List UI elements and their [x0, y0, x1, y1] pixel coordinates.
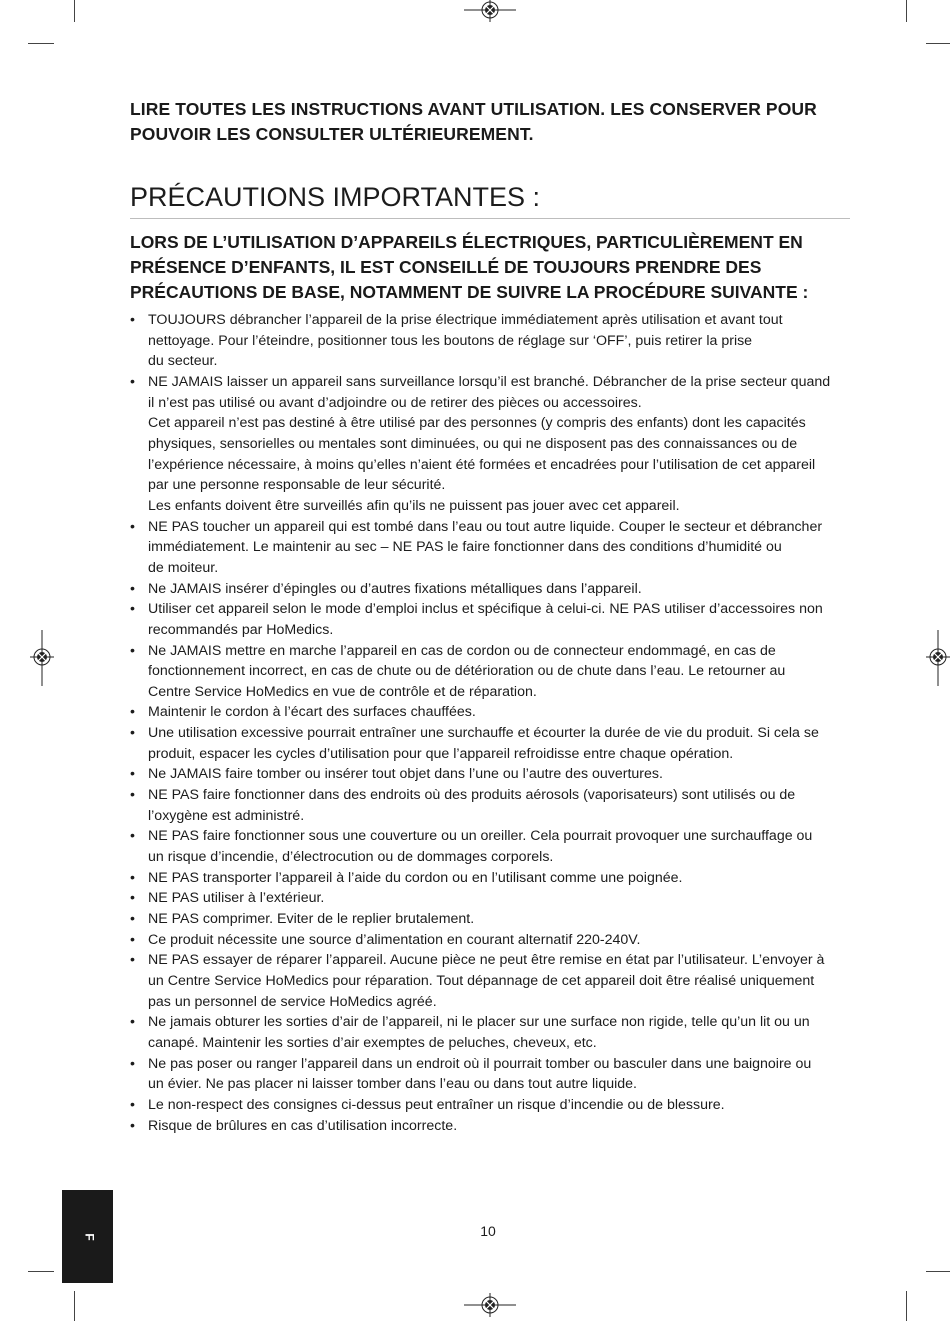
- list-item: [130, 785, 852, 826]
- bullet-icon: •: [130, 931, 135, 948]
- crop-mark: [906, 1291, 907, 1321]
- bullet-icon: •: [130, 1014, 135, 1031]
- list-item-text: recommandés par HoMedics.: [148, 621, 334, 638]
- list-item-text: NE PAS faire fonctionner dans des endroits où des produits aérosols (vaporisateurs) sont utilisés ou de: [148, 787, 796, 804]
- list-item: [130, 723, 852, 764]
- list-item-text: physiques, sensorielles ou mentales sont diminuées, ou qui ne disposent pas des connaissances ou de: [148, 435, 798, 452]
- bullet-icon: •: [130, 642, 135, 659]
- list-item-text: pas un personnel de service HoMedics agréé.: [148, 993, 437, 1010]
- list-item-text: Le non-respect des consignes ci-dessus peut entraîner un risque d’incendie ou de blessure.: [148, 1096, 725, 1113]
- list-item: [130, 579, 852, 600]
- page-number: 10: [480, 1223, 496, 1239]
- page-title: PRÉCAUTIONS IMPORTANTES :: [130, 178, 850, 219]
- list-item-text: Cet appareil n’est pas destiné à être utilisé par des personnes (y compris des enfants) dont les capacités: [148, 415, 806, 432]
- list-item: [130, 888, 852, 909]
- bullet-icon: •: [130, 518, 135, 535]
- list-item: [130, 950, 852, 1012]
- list-item-text: Risque de brûlures en cas d’utilisation incorrecte.: [148, 1117, 458, 1134]
- list-item: [130, 599, 852, 640]
- list-item-text: un évier. Ne pas placer ni laisser tomber dans l’eau ou dans tout autre liquide.: [148, 1076, 637, 1093]
- bullet-icon: •: [130, 787, 135, 804]
- list-item-text: NE PAS transporter l’appareil à l’aide du cordon ou en l’utilisant comme une poignée.: [148, 869, 683, 886]
- list-item-text: immédiatement. Le maintenir au sec – NE PAS le faire fonctionner dans des conditions d’humidité ou: [148, 539, 782, 556]
- list-item-text: du secteur.: [148, 353, 218, 370]
- crop-mark: [74, 1291, 75, 1321]
- list-item-text: NE PAS essayer de réparer l’appareil. Aucune pièce ne peut être remise en état par l’utilisateur. L’envoyer à: [148, 952, 825, 969]
- crop-mark: [906, 0, 907, 22]
- list-item: [130, 310, 852, 372]
- list-item-text: Les enfants doivent être surveillés afin qu’ils ne puissent pas jouer avec cet appareil.: [148, 497, 680, 514]
- bullet-icon: •: [130, 1117, 135, 1134]
- registration-mark-icon: [30, 630, 54, 686]
- list-item-text: Ne JAMAIS faire tomber ou insérer tout objet dans l’une ou l’autre des ouvertures.: [148, 766, 663, 783]
- list-item-text: fonctionnement incorrect, en cas de chute ou de détérioration ou de chute dans l’eau. Le retourner au: [148, 663, 786, 680]
- list-item-text: canapé. Maintenir les sorties d’air exemptes de peluches, cheveux, etc.: [148, 1034, 597, 1051]
- bullet-icon: •: [130, 373, 135, 390]
- list-item-text: NE PAS toucher un appareil qui est tombé dans l’eau ou tout autre liquide. Couper le secteur et débrancher: [148, 518, 823, 535]
- list-item: [130, 641, 852, 703]
- list-item: [130, 517, 852, 579]
- subheading-line: PRÉCAUTIONS DE BASE, NOTAMMENT DE SUIVRE LA PROCÉDURE SUIVANTE :: [130, 282, 809, 302]
- list-item: [130, 372, 852, 517]
- intro-line: POUVOIR LES CONSULTER ULTÉRIEUREMENT.: [130, 124, 534, 144]
- language-tab: [62, 1190, 113, 1283]
- bullet-icon: •: [130, 312, 135, 328]
- list-item-text: Une utilisation excessive pourrait entraîner une surchauffe et écourter la durée de vie du produit. Si cela se: [148, 725, 819, 742]
- bullet-icon: •: [130, 601, 135, 618]
- bullet-icon: •: [130, 1055, 135, 1072]
- crop-mark: [926, 1271, 950, 1272]
- bullet-icon: •: [130, 580, 135, 597]
- list-item-text: l’oxygène est administré.: [148, 807, 305, 824]
- list-item-text: Maintenir le cordon à l’écart des surfaces chauffées.: [148, 704, 476, 721]
- list-item-text: il n’est pas utilisé ou avant d’adjoindre ou de retirer des pièces ou accessoires.: [148, 394, 642, 411]
- list-item-text: par une personne responsable de leur sécurité.: [148, 477, 446, 494]
- crop-mark: [28, 1271, 54, 1272]
- list-item-text: Ne pas poser ou ranger l’appareil dans un endroit où il pourrait tomber ou basculer dans une baignoire ou: [148, 1055, 812, 1072]
- list-item: [130, 868, 852, 889]
- language-tab-label: F: [82, 1233, 97, 1241]
- intro-instructions: [130, 97, 830, 147]
- list-item-text: Ne jamais obturer les sorties d’air de l’appareil, ni le placer sur une surface non rigide, telle qu’un lit ou un: [148, 1014, 810, 1031]
- crop-mark: [28, 43, 54, 44]
- list-item: [130, 1054, 852, 1095]
- crop-mark: [926, 43, 950, 44]
- list-item-text: l’expérience nécessaire, à moins qu’elles n’aient été formées et encadrées pour l’utilisation de cet appareil: [148, 456, 816, 473]
- bullet-icon: •: [130, 766, 135, 783]
- list-item-text: Ne JAMAIS insérer d’épingles ou d’autres fixations métalliques dans l’appareil.: [148, 580, 642, 597]
- list-item: [130, 1116, 852, 1137]
- subheading-line: LORS DE L’UTILISATION D’APPAREILS ÉLECTRIQUES, PARTICULIÈREMENT EN: [130, 232, 803, 252]
- list-item-text: Ce produit nécessite une source d’alimentation en courant alternatif 220-240V.: [148, 931, 641, 948]
- bullet-icon: •: [130, 704, 135, 721]
- bullet-icon: •: [130, 890, 135, 907]
- list-item-text: produit, espacer les cycles d’utilisation pour que l’appareil refroidisse entre chaque opération.: [148, 745, 734, 762]
- bullet-icon: •: [130, 952, 135, 969]
- crop-mark: [74, 0, 75, 22]
- list-item-text: NE PAS comprimer. Eviter de le replier brutalement.: [148, 911, 475, 928]
- bullet-icon: •: [130, 725, 135, 742]
- list-item-text: nettoyage. Pour l’éteindre, positionner tous les boutons de réglage sur ‘OFF’, puis retirer la prise: [148, 332, 753, 349]
- bullet-icon: •: [130, 869, 135, 886]
- bullet-icon: •: [130, 911, 135, 928]
- list-item-text: de moiteur.: [148, 559, 219, 576]
- bullet-icon: •: [130, 1096, 135, 1113]
- list-item-text: NE PAS utiliser à l’extérieur.: [148, 890, 325, 907]
- list-item: [130, 930, 852, 951]
- subheading-line: PRÉSENCE D’ENFANTS, IL EST CONSEILLÉ DE TOUJOURS PRENDRE DES: [130, 257, 762, 277]
- registration-mark-icon: [464, 1293, 516, 1317]
- list-item-text: un risque d’incendie, d’électrocution ou de dommages corporels.: [148, 849, 554, 866]
- registration-mark-icon: [464, 0, 516, 22]
- list-item: [130, 1095, 852, 1116]
- section-subheading: [130, 230, 840, 305]
- list-item-text: Ne JAMAIS mettre en marche l’appareil en cas de cordon ou de connecteur endommagé, en cas de: [148, 642, 776, 659]
- list-item-text: TOUJOURS débrancher l’appareil de la prise électrique immédiatement après utilisation et avant tout: [148, 312, 783, 328]
- intro-line: LIRE TOUTES LES INSTRUCTIONS AVANT UTILISATION. LES CONSERVER POUR: [130, 99, 817, 119]
- list-item: [130, 909, 852, 930]
- list-item: [130, 1012, 852, 1053]
- list-item: [130, 764, 852, 785]
- list-item-text: NE PAS faire fonctionner sous une couverture ou un oreiller. Cela pourrait provoquer une surchauffage ou: [148, 828, 813, 845]
- list-item-text: un Centre Service HoMedics pour réparation. Tout dépannage de cet appareil doit être réalisé uniquement: [148, 973, 815, 989]
- registration-mark-icon: [926, 630, 950, 686]
- list-item-text: Utiliser cet appareil selon le mode d’emploi inclus et spécifique à celui-ci. NE PAS utiliser d’accessoires non: [148, 601, 823, 618]
- list-item: [130, 702, 852, 723]
- list-item: [130, 826, 852, 867]
- bullet-icon: •: [130, 828, 135, 845]
- list-item-text: NE JAMAIS laisser un appareil sans surveillance lorsqu’il est branché. Débrancher de la prise secteur quand: [148, 373, 831, 390]
- list-item-text: Centre Service HoMedics en vue de contrôle et de réparation.: [148, 683, 537, 700]
- precautions-list: [130, 310, 852, 1136]
